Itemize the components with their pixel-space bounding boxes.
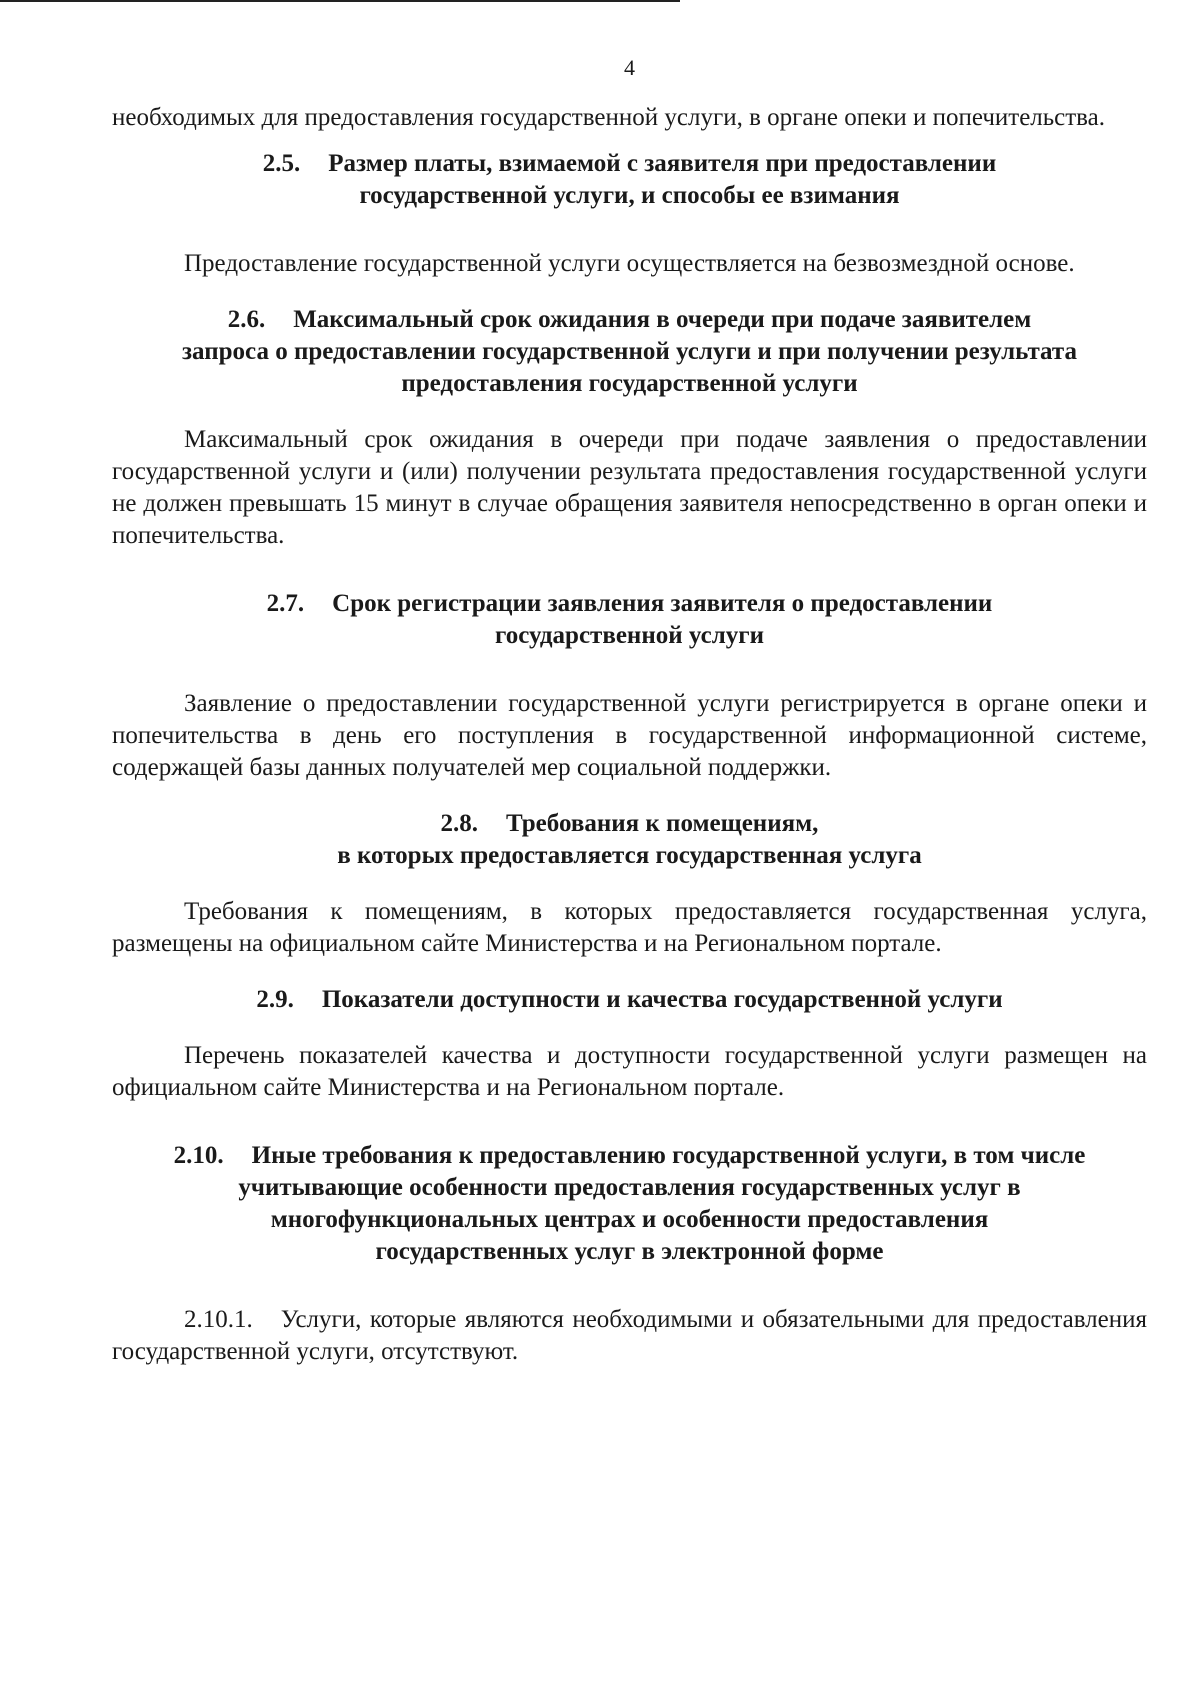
subsection-text: Услуги, которые являются необходимыми и обязательными для предоставления государственной услуги, отсутствуют. — [112, 1306, 1147, 1365]
section-2-7-body: Заявление о предоставлении государственной услуги регистрируется в органе опеки и попечительства в день его поступления в государственной информационной системе, содержащей базы данных получателей мер социальной поддержки. — [112, 690, 1147, 781]
section-2-6-body: Максимальный срок ожидания в очереди при подаче заявления о предоставлении государственной услуги и (или) получении результата предоставления государственной услуги не должен превышать 15 минут в случае обращения заявителя непосредственно в орган опеки и попечительства. — [112, 426, 1147, 549]
page-number: 4 — [624, 55, 635, 80]
document-page — [112, 52, 1147, 1368]
section-number: 2.10. — [173, 1142, 224, 1169]
section-number: 2.8. — [440, 810, 479, 837]
section-2-5-heading — [112, 148, 1147, 212]
section-2-10-heading — [112, 1140, 1147, 1268]
section-title-line: Срок регистрации заявления заявителя о предоставлении — [332, 590, 993, 617]
intro-paragraph: необходимых для предоставления государственной услуги, в органе опеки и попечительства. — [112, 104, 1106, 131]
section-title-line: Размер платы, взимаемой с заявителя при предоставлении — [328, 150, 997, 177]
section-2-7-heading — [112, 588, 1147, 652]
section-2-5-body: Предоставление государственной услуги осуществляется на безвозмездной основе. — [184, 250, 1075, 277]
section-2-10-1-body — [112, 1304, 1147, 1368]
section-title-line: государственной услуги — [494, 622, 765, 649]
section-title-line: Максимальный срок ожидания в очереди при подаче заявителем — [293, 306, 1032, 333]
section-number: 2.7. — [266, 590, 305, 617]
section-number: 2.9. — [256, 986, 294, 1013]
section-title-line: Требования к помещениям, — [506, 810, 819, 837]
section-2-9-heading — [112, 984, 1147, 1016]
top-rule — [0, 0, 680, 2]
section-number: 2.5. — [262, 150, 301, 177]
section-title-line: учитывающие особенности предоставления государственных услуг в — [238, 1174, 1021, 1201]
section-title-line: Иные требования к предоставлению государственной услуги, в том числе — [251, 1142, 1086, 1169]
section-2-8-body: Требования к помещениям, в которых предоставляется государственная услуга, размещены на официальном сайте Министерства и на Региональном портале. — [112, 898, 1147, 957]
section-title-line: Показатели доступности и качества государственной услуги — [321, 986, 1003, 1013]
section-title-line: государственной услуги, и способы ее взимания — [359, 182, 900, 209]
section-title-line: предоставления государственной услуги — [401, 370, 858, 397]
subsection-number: 2.10.1. — [184, 1306, 253, 1333]
section-number: 2.6. — [227, 306, 266, 333]
section-title-line: многофункциональных центрах и особенности предоставления — [270, 1206, 989, 1233]
section-2-6-heading — [112, 304, 1147, 400]
section-title-line: в которых предоставляется государственная услуга — [337, 842, 922, 869]
section-2-8-heading — [112, 808, 1147, 872]
section-title-line: государственных услуг в электронной форме — [375, 1238, 884, 1265]
section-title-line: запроса о предоставлении государственной услуги и при получении результата — [182, 338, 1077, 365]
section-2-9-body: Перечень показателей качества и доступности государственной услуги размещен на официальном сайте Министерства и на Региональном портале. — [112, 1042, 1147, 1101]
